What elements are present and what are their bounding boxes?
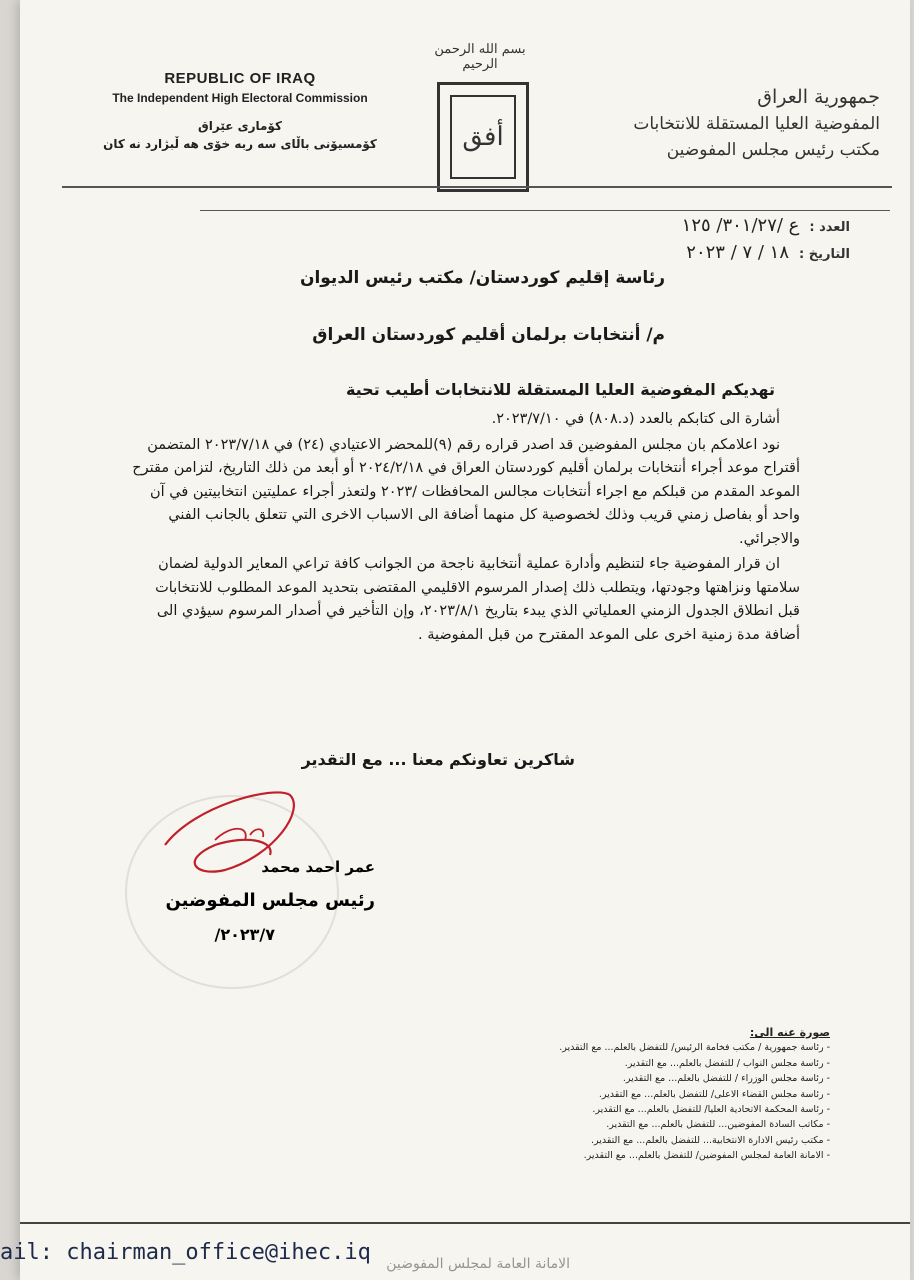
logo-mark: أفق <box>450 95 516 179</box>
cc-list <box>500 1025 830 1164</box>
header-english <box>70 70 410 151</box>
signature-date: ٢٠٢٣/٧/ <box>214 925 275 944</box>
header-republic: REPUBLIC OF IRAQ <box>164 70 316 87</box>
cc-item: - رئاسة مجلس القضاء الاعلى/ للتفضل بالعلم... مع التقدير. <box>598 1088 830 1100</box>
header-divider <box>62 186 892 188</box>
cc-item: - رئاسة مجلس النواب / للتفضل بالعلم... مع التقدير. <box>624 1057 830 1069</box>
footer-arabic: الامانة العامة لمجلس المفوضين <box>386 1256 570 1272</box>
header-arabic-republic: جمهورية العراق <box>757 86 880 108</box>
paragraph-1: أشارة الى كتابكم بالعدد (د.٨٠٨) في ٢٠٢٣/٧/١٠. <box>491 411 780 427</box>
ihec-logo <box>437 82 529 192</box>
letter-meta <box>682 215 850 269</box>
header-arabic <box>590 86 880 160</box>
cc-item: - رئاسة المحكمة الاتحادية العليا/ للتفضل بالعلم... مع التقدير. <box>592 1104 830 1116</box>
cc-heading: صورة عنه الى: <box>749 1026 830 1039</box>
number-value: ع /٣٠١/٢٧/ ١٢٥ <box>681 215 800 236</box>
header-commission: The Independent High Electoral Commission <box>112 91 368 105</box>
cc-item: - مكتب رئيس الادارة الانتخابية... للتفضل بالعلم... مع التقدير. <box>590 1134 830 1146</box>
date-value: ١٨ / ٧ / ٢٠٢٣ <box>686 242 790 263</box>
number-label: العدد : <box>809 220 850 235</box>
letter-body <box>130 408 800 649</box>
header-arabic-commission: المفوضية العليا المستقلة للانتخابات <box>633 114 880 134</box>
header-kurdish-2: كۆمسیۆنی باڵای سه ربه خۆی هه ڵبژارد نه كان <box>103 137 377 151</box>
handwritten-signature <box>155 785 335 895</box>
closing-thanks: شاكرين تعاونكم معنا ... مع التقدير <box>301 750 575 769</box>
signatory-title: رئيس مجلس المفوضين <box>165 890 375 911</box>
basmala: بسم الله الرحمن الرحيم <box>434 42 526 72</box>
signatory-name: عمر احمد محمد <box>261 858 375 876</box>
footer-email: ail: chairman_office@ihec.iq <box>0 1240 371 1265</box>
paragraph-2: نود اعلامكم بان مجلس المفوضين قد اصدر قراره رقم (٩)للمحضر الاعتيادي (٢٤) في ٢٠٢٣/٧/١٨ المتضمن أقتراح موعد أجراء أنتخابات برلمان أقليم كوردستان العراق في ٢٠٢٤/٢/١٨ أو أبعد من ذلك التاريخ، لتزامن مقترح الموعد المقدم من قبلكم مع اجراء أنتخابات مجالس المحافظات /٢٠٢٣ ولتعذر أجراء عمليتين انتخابيتين في آن واحد أو بفاصل زمني قريب وذلك لخصوصية كل منهما أضافة الى الاسباب الاخرى التي تتعلق بالجانب الفني والاجرائي. <box>132 436 800 547</box>
footer-divider <box>20 1222 910 1224</box>
subject: م/ أنتخابات برلمان أقليم كوردستان العراق <box>312 325 665 345</box>
signature-block <box>135 785 375 985</box>
cc-item: - مكاتب السادة المفوضين... للتفضل بالعلم... مع التقدير. <box>606 1119 830 1131</box>
meta-divider <box>200 210 890 211</box>
cc-item: - رئاسة مجلس الوزراء / للتفضل بالعلم... مع التقدير. <box>622 1073 830 1085</box>
date-label: التاريخ : <box>799 247 850 262</box>
header-arabic-office: مكتب رئيس مجلس المفوضين <box>666 140 880 160</box>
paragraph-3: ان قرار المفوضية جاء لتنظيم وأدارة عملية أنتخابية ناجحة من الجوانب كافة تراعي المعاير الدولية لضمان سلامتها ونزاهتها وجودتها، ويتطلب ذلك إصدار المرسوم الاقليمي المقتضى بتحديد الموعد المطلوب للانتخابات قبل انطلاق الجدول الزمني العملياتي الذي يبدء بتاريخ ٢٠٢٣/٨/١، وإن التأخير في أصدار المرسوم سيؤدي الى أضافة مدة زمنية اخرى على الموعد المقترح من قبل المفوضية . <box>155 556 800 643</box>
addressee: رئاسة إقليم كوردستان/ مكتب رئيس الديوان <box>299 268 665 288</box>
cc-item: - الامانة العامة لمجلس المفوضين/ للتفضل بالعلم... مع التقدير. <box>583 1150 830 1162</box>
greeting: تهديكم المفوضية العليا المستقلة للانتخابات أطيب تحية <box>345 380 775 399</box>
letter-page <box>20 0 910 1280</box>
cc-item: - رئاسة جمهورية / مكتب فخامة الرئيس/ للتفضل بالعلم... مع التقدير. <box>559 1042 830 1054</box>
header-kurdish-1: كۆماری عێراق <box>198 119 282 133</box>
